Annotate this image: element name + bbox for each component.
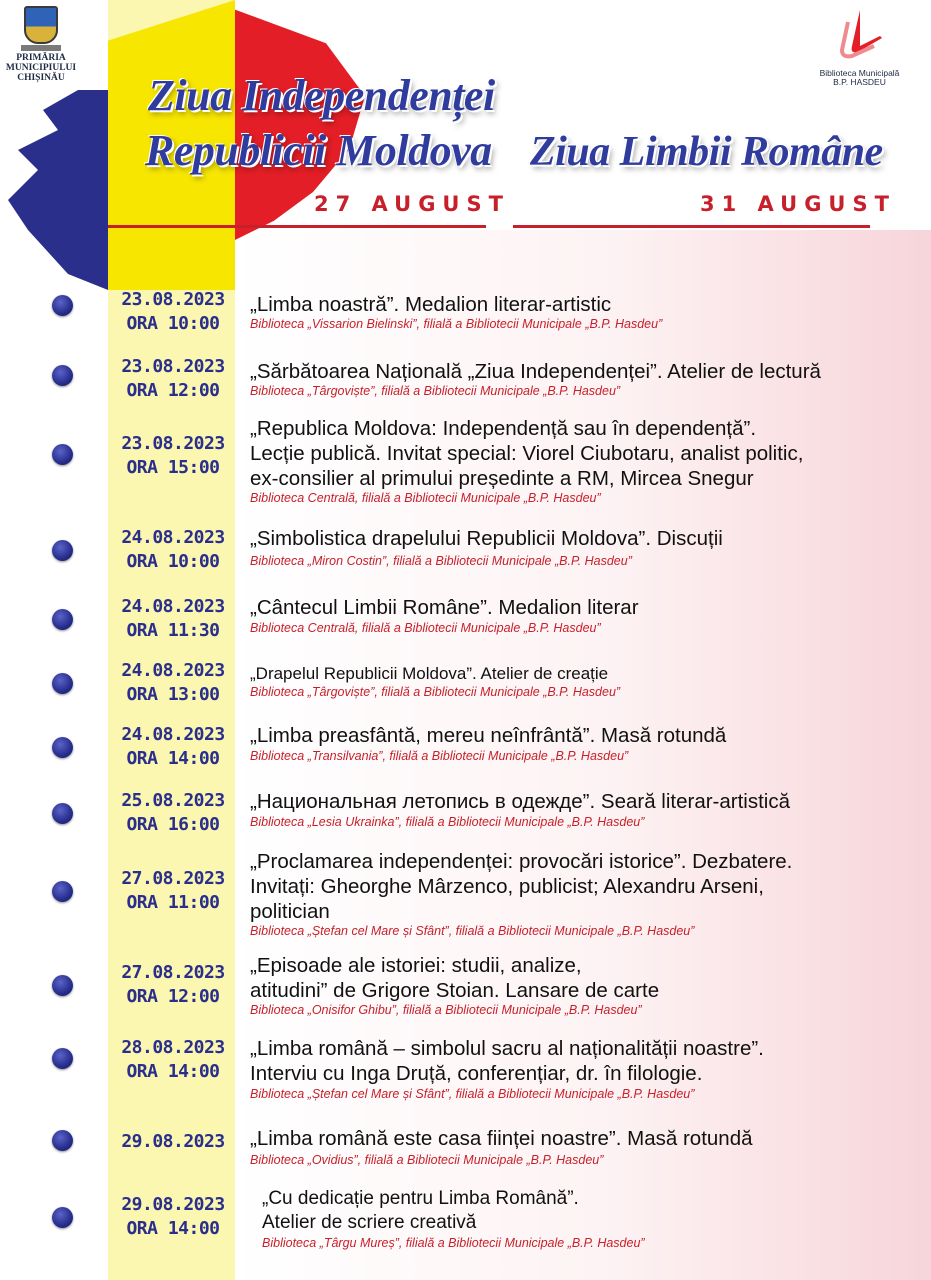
event-title: „Cu dedicație pentru Limba Română”. Atelier de scriere creativă — [262, 1188, 579, 1233]
event-venue: Biblioteca Centrală, filială a Bibliotecii Municipale „B.P. Hasdeu” — [250, 491, 601, 505]
bullet-icon — [52, 1207, 73, 1228]
event-title: „Drapelul Republicii Moldova”. Atelier de creație — [250, 664, 609, 683]
event-title: „Cântecul Limbii Române”. Medalion literar — [250, 596, 639, 619]
event-datetime — [118, 867, 228, 915]
event-venue: Biblioteca „Vissarion Bielinski”, filială a Bibliotecii Municipale „B.P. Hasdeu” — [250, 317, 663, 331]
event-time: ORA 12:00 — [126, 986, 220, 1007]
event-datetime — [118, 1193, 228, 1241]
event-date: 29.08.2023 — [121, 1194, 225, 1215]
bullet-icon — [52, 444, 73, 465]
event-date: 25.08.2023 — [121, 790, 225, 811]
bullet-icon — [52, 1130, 73, 1151]
bullet-icon — [52, 803, 73, 824]
event-date: 24.08.2023 — [121, 660, 225, 681]
event-venue: Biblioteca „Ștefan cel Mare și Sfânt”, filială a Bibliotecii Municipale „B.P. Hasdeu” — [250, 1087, 695, 1101]
event-title: „Limba preasfântă, mereu neînfrântă”. Masă rotundă — [250, 724, 727, 747]
event-datetime — [118, 355, 228, 403]
event-time: ORA 10:00 — [126, 551, 220, 572]
event-datetime — [118, 659, 228, 707]
event-title: „Limba noastră”. Medalion literar-artistic — [250, 293, 612, 316]
event-title: „Simbolistica drapelului Republicii Moldova”. Discuții — [250, 527, 723, 550]
logo-right-line2: B.P. HASDEU — [833, 77, 886, 87]
event-date: 27.08.2023 — [121, 868, 225, 889]
event-date: 28.08.2023 — [121, 1037, 225, 1058]
event-venue: Biblioteca „Miron Costin”, filială a Bibliotecii Municipale „B.P. Hasdeu” — [250, 554, 632, 568]
event-time: ORA 14:00 — [126, 748, 220, 769]
event-time: ORA 11:30 — [126, 620, 220, 641]
event-title: „Sărbătoarea Națională „Ziua Independenței”. Atelier de lectură — [250, 360, 821, 383]
event-title: „Proclamarea independenței: provocări istorice”. Dezbatere. Invitați: Gheorghe Mârzenco, publicist; Alexandru Arseni, politician — [250, 850, 793, 923]
event-venue: Biblioteca „Ovidius”, filială a Bibliotecii Municipale „B.P. Hasdeu” — [250, 1153, 604, 1167]
event-datetime — [118, 961, 228, 1009]
event-venue: Biblioteca „Onisifor Ghibu”, filială a Bibliotecii Municipale „B.P. Hasdeu” — [250, 1003, 642, 1017]
event-title: „Episoade ale istoriei: studii, analize, atitudini” de Grigore Stoian. Lansare de carte — [250, 954, 660, 1002]
bullet-icon — [52, 295, 73, 316]
event-datetime — [118, 1036, 228, 1084]
event-venue: Biblioteca „Lesia Ukrainka”, filială a Bibliotecii Municipale „B.P. Hasdeu” — [250, 815, 645, 829]
date-language: 31 AUGUST — [700, 192, 896, 216]
logo-left-line1: PRIMĂRIA — [16, 53, 66, 63]
event-date: 23.08.2023 — [121, 433, 225, 454]
event-venue: Biblioteca „Târgoviște”, filială a Bibliotecii Municipale „B.P. Hasdeu” — [250, 384, 621, 398]
event-time: ORA 14:00 — [126, 1061, 220, 1082]
event-datetime — [118, 432, 228, 480]
event-venue: Biblioteca „Ștefan cel Mare și Sfânt”, filială a Bibliotecii Municipale „B.P. Hasdeu” — [250, 924, 695, 938]
event-datetime — [118, 526, 228, 574]
event-datetime — [118, 288, 228, 336]
bullet-icon — [52, 975, 73, 996]
event-date: 24.08.2023 — [121, 724, 225, 745]
event-venue: Biblioteca „Transilvania”, filială a Bibliotecii Municipale „B.P. Hasdeu” — [250, 749, 629, 763]
event-datetime — [118, 595, 228, 643]
event-datetime — [118, 723, 228, 771]
event-title: „Limba română este casa ființei noastre”. Masă rotundă — [250, 1127, 753, 1150]
event-date: 23.08.2023 — [121, 356, 225, 377]
event-time: ORA 14:00 — [126, 1218, 220, 1239]
event-time: ORA 13:00 — [126, 684, 220, 705]
bullet-icon — [52, 609, 73, 630]
bullet-icon — [52, 365, 73, 386]
event-date: 24.08.2023 — [121, 596, 225, 617]
event-date: 29.08.2023 — [121, 1131, 225, 1152]
event-date: 27.08.2023 — [121, 962, 225, 983]
event-venue: Biblioteca „Târgu Mureș”, filială a Bibliotecii Municipale „B.P. Hasdeu” — [262, 1236, 645, 1250]
bullet-icon — [52, 540, 73, 561]
event-time: ORA 16:00 — [126, 814, 220, 835]
bullet-icon — [52, 673, 73, 694]
title-independence-line2: Republicii Moldova — [145, 126, 492, 175]
bullet-icon — [52, 881, 73, 902]
event-date: 24.08.2023 — [121, 527, 225, 548]
logo-left-line2: MUNICIPIULUI — [5, 63, 77, 73]
event-venue: Biblioteca Centrală, filială a Bibliotecii Municipale „B.P. Hasdeu” — [250, 621, 601, 635]
logo-left-line3: CHIȘINĂU — [17, 73, 65, 83]
bullet-icon — [52, 1048, 73, 1069]
bullet-icon — [52, 737, 73, 758]
title-independence-line1: Ziua Independenței — [148, 71, 495, 120]
event-datetime — [118, 789, 228, 837]
event-time: ORA 12:00 — [126, 380, 220, 401]
logo-right-line1: Biblioteca Municipală — [819, 68, 900, 78]
event-datetime — [118, 1130, 228, 1154]
title-language: Ziua Limbii Române — [530, 129, 883, 175]
event-title: „Национальная летопись в одежде”. Seară literar-artistică — [250, 790, 791, 813]
event-title: „Limba română – simbolul sacru al naționalității noastre”. Interviu cu Inga Druță, conferențiar, dr. în filologie. — [250, 1037, 764, 1085]
event-time: ORA 15:00 — [126, 457, 220, 478]
event-date: 23.08.2023 — [121, 289, 225, 310]
event-title: „Republica Moldova: Independență sau în dependență”. Lecție publică. Invitat special: Viorel Ciubotaru, analist politic, ex-consilier al primului președinte a RM, Mircea Snegur — [250, 417, 804, 490]
event-time: ORA 10:00 — [126, 313, 220, 334]
date-independence: 27 AUGUST — [314, 192, 510, 216]
event-venue: Biblioteca „Târgoviște”, filială a Bibliotecii Municipale „B.P. Hasdeu” — [250, 685, 621, 699]
event-time: ORA 11:00 — [126, 892, 220, 913]
